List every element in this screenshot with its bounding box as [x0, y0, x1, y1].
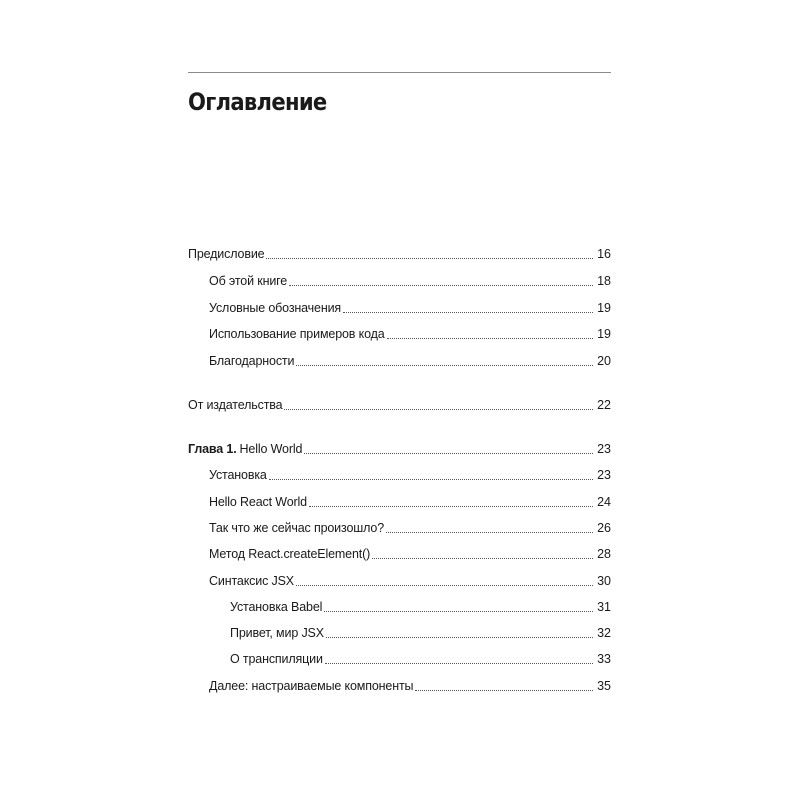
toc-page-number: 19 [597, 327, 611, 341]
toc-entry-title: Условные обозначения [209, 301, 342, 315]
toc-entry-label [230, 598, 322, 616]
toc-page-number: 26 [597, 521, 611, 535]
toc-entry-label [209, 493, 307, 511]
toc-page-number: 28 [597, 547, 611, 561]
toc-entry-title: Синтаксис JSX [209, 574, 294, 588]
toc-entry-title: Так что же сейчас произошло? [209, 521, 385, 535]
toc-entry-label [188, 440, 302, 458]
toc-entry-from-publisher[interactable] [188, 396, 611, 414]
toc-entry-title: Об этой книге [209, 274, 288, 288]
toc-page-number: 35 [597, 679, 611, 693]
toc-entry-label [209, 466, 267, 484]
toc-entry-transpilation[interactable] [188, 650, 611, 668]
toc-entry-label [188, 396, 282, 414]
dot-leader [266, 258, 593, 259]
toc-entry-title: От издательства [188, 398, 283, 412]
dot-leader [309, 506, 593, 507]
toc-page-number: 16 [597, 247, 611, 261]
toc-entry-title: Установка Babel [230, 600, 323, 614]
dot-leader [269, 479, 593, 480]
toc-page-number: 18 [597, 274, 611, 288]
toc-entry-hello-react-world[interactable] [188, 493, 611, 511]
toc-page-number: 23 [597, 442, 611, 456]
toc-entry-label [209, 299, 341, 317]
toc-entry-label [209, 677, 413, 695]
dot-leader [326, 637, 593, 638]
toc-entry-chapter-1[interactable] [188, 440, 611, 458]
toc-entry-title: Предисловие [188, 247, 265, 261]
toc-entry-title: Hello World [239, 442, 303, 456]
dot-leader [289, 285, 593, 286]
toc-entry-label [209, 519, 384, 537]
toc-page-number: 31 [597, 600, 611, 614]
toc-entry-label [209, 572, 294, 590]
dot-leader [386, 532, 593, 533]
page-title: Оглавление [188, 88, 327, 116]
toc-page-number: 30 [597, 574, 611, 588]
dot-leader [284, 409, 593, 410]
book-page [188, 0, 611, 800]
toc-entry-preface[interactable] [188, 245, 611, 263]
toc-page-number: 22 [597, 398, 611, 412]
dot-leader [296, 585, 593, 586]
toc-entry-label [209, 545, 370, 563]
toc-entry-label [230, 650, 323, 668]
toc-entry-hello-jsx[interactable] [188, 624, 611, 642]
toc-entry-title: Метод React.createElement() [209, 547, 371, 561]
toc-page-number: 20 [597, 354, 611, 368]
dot-leader [296, 365, 593, 366]
dot-leader [324, 611, 593, 612]
dot-leader [387, 338, 593, 339]
toc-entry-acknowledgements[interactable] [188, 352, 611, 370]
table-of-contents [188, 0, 611, 800]
toc-entry-create-element[interactable] [188, 545, 611, 563]
toc-entry-title: О транспиляции [230, 652, 323, 666]
toc-entry-jsx-syntax[interactable] [188, 572, 611, 590]
toc-page-number: 23 [597, 468, 611, 482]
toc-entry-title: Привет, мир JSX [230, 626, 324, 640]
toc-entry-label [230, 624, 324, 642]
dot-leader [372, 558, 593, 559]
toc-entry-what-happened[interactable] [188, 519, 611, 537]
toc-entry-custom-components[interactable] [188, 677, 611, 695]
toc-entry-label [188, 245, 264, 263]
toc-entry-label [209, 272, 287, 290]
toc-entry-title: Использование примеров кода [209, 327, 385, 341]
toc-entry-conventions[interactable] [188, 299, 611, 317]
toc-page-number: 33 [597, 652, 611, 666]
toc-entry-title: Далее: настраиваемые компоненты [209, 679, 414, 693]
toc-entry-about-book[interactable] [188, 272, 611, 290]
toc-entry-label [209, 325, 385, 343]
toc-entry-title: Hello React World [209, 495, 307, 509]
toc-page-number: 32 [597, 626, 611, 640]
dot-leader [325, 663, 593, 664]
toc-entry-title: Благодарности [209, 354, 295, 368]
toc-entry-babel-install[interactable] [188, 598, 611, 616]
dot-leader [304, 453, 593, 454]
dot-leader [415, 690, 593, 691]
toc-page-number: 19 [597, 301, 611, 315]
toc-entry-prefix: Глава 1. [188, 442, 237, 456]
dot-leader [343, 312, 593, 313]
toc-entry-label [209, 352, 294, 370]
toc-entry-installation[interactable] [188, 466, 611, 484]
toc-entry-code-examples[interactable] [188, 325, 611, 343]
toc-entry-title: Установка [209, 468, 267, 482]
toc-page-number: 24 [597, 495, 611, 509]
